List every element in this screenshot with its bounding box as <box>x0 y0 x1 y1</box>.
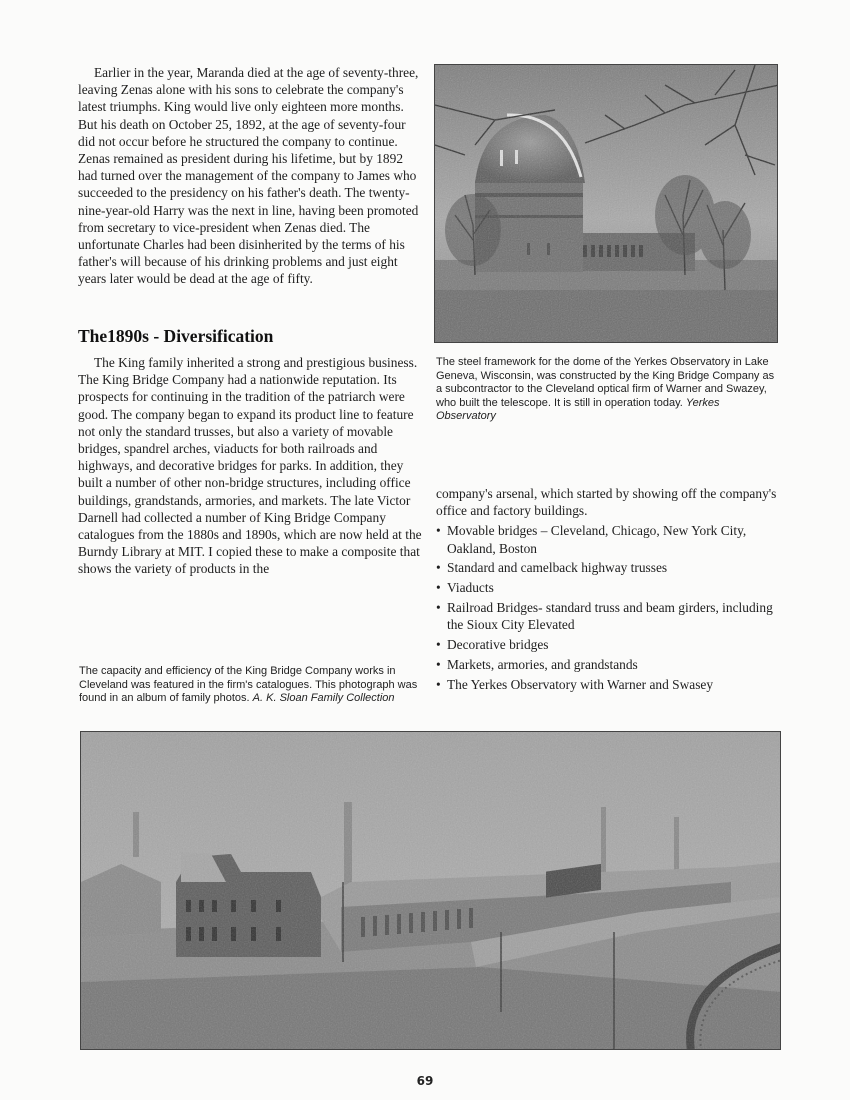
yerkes-observatory-photo <box>434 64 778 343</box>
product-list-item: • The Yerkes Observatory with Warner and Swasey <box>436 676 781 693</box>
product-list <box>436 522 781 692</box>
works-photo-image <box>81 732 781 1050</box>
product-list-item: • Standard and camelback highway trusses <box>436 559 781 576</box>
works-photo-caption <box>79 665 424 706</box>
intro-text-block <box>78 64 423 288</box>
product-list-item: • Movable bridges – Cleveland, Chicago, New York City, Oakland, Boston <box>436 522 781 556</box>
page-number: 69 <box>416 1074 434 1088</box>
section-text-block <box>78 354 423 578</box>
works-caption-text: The capacity and efficiency of the King Bridge Company works in Cleveland was featured in the firm's catalogues. This photograph was found in an album of family photos. <box>79 665 418 705</box>
product-list-item: • Markets, armories, and grandstands <box>436 656 781 673</box>
yerkes-photo-image <box>435 65 778 343</box>
yerkes-caption-text: The steel framework for the dome of the Yerkes Observatory in Lake Geneva, Wisconsin, was constructed by the King Bridge Company as a subcontractor to the Cleveland optical firm of Warner and Swazey, who built the telescope. It is still in operation today. <box>436 356 775 409</box>
section-paragraph: The King family inherited a strong and prestigious business. The King Bridge Company had a nationwide reputation. Its prospects for continuing in the tradition of the patriarch were good. The company began to expand its product line to feature not only the standard trusses, but also a variety of movable bridges, spandrel arches, viaducts for both railroads and highways, and decorative bridges for parks. In addition, they built a number of other non-bridge structures, including office buildings, grandstands, armories, and markets. The late Victor Darnell had collected a number of King Bridge Company catalogues from the 1880s and 1890s, which are now held at the Burndy Library at MIT. I copied these to make a composite that shows the variety of products in the <box>78 355 422 577</box>
yerkes-caption-credit: Yerkes Observatory <box>436 396 720 423</box>
works-caption-credit: A. K. Sloan Family Collection <box>252 692 395 705</box>
yerkes-photo-caption <box>436 356 781 424</box>
intro-paragraph: Earlier in the year, Maranda died at the age of seventy-three, leaving Zenas alone with his sons to celebrate the company's latest triumphs. King would live only eighteen more months. But his death on October 25, 1892, at the age of seventy-four did not occur before he structured the company to continue. Zenas remained as president during his lifetime, but by 1892 had turned over the management of the company to James who succeeded to the presidency on his father's death. The twenty-nine-year-old Harry was the next in line, having been promoted from secretary to vice-president when Zenas died. The unfortunate Charles had been disinherited by the terms of his father's will because of his drinking problems and just eight years later would be dead at the age of fifty. <box>78 65 419 287</box>
continuation-paragraph: company's arsenal, which started by showing off the company's office and factory buildings. <box>436 486 777 519</box>
product-list-item: • Decorative bridges <box>436 636 781 653</box>
continuation-text-block <box>436 485 781 695</box>
section-heading: The1890s - Diversification <box>78 326 274 346</box>
product-list-item: • Railroad Bridges- standard truss and beam girders, including the Sioux City Elevated <box>436 599 781 633</box>
king-bridge-works-photo <box>80 731 781 1050</box>
product-list-item: • Viaducts <box>436 579 781 596</box>
